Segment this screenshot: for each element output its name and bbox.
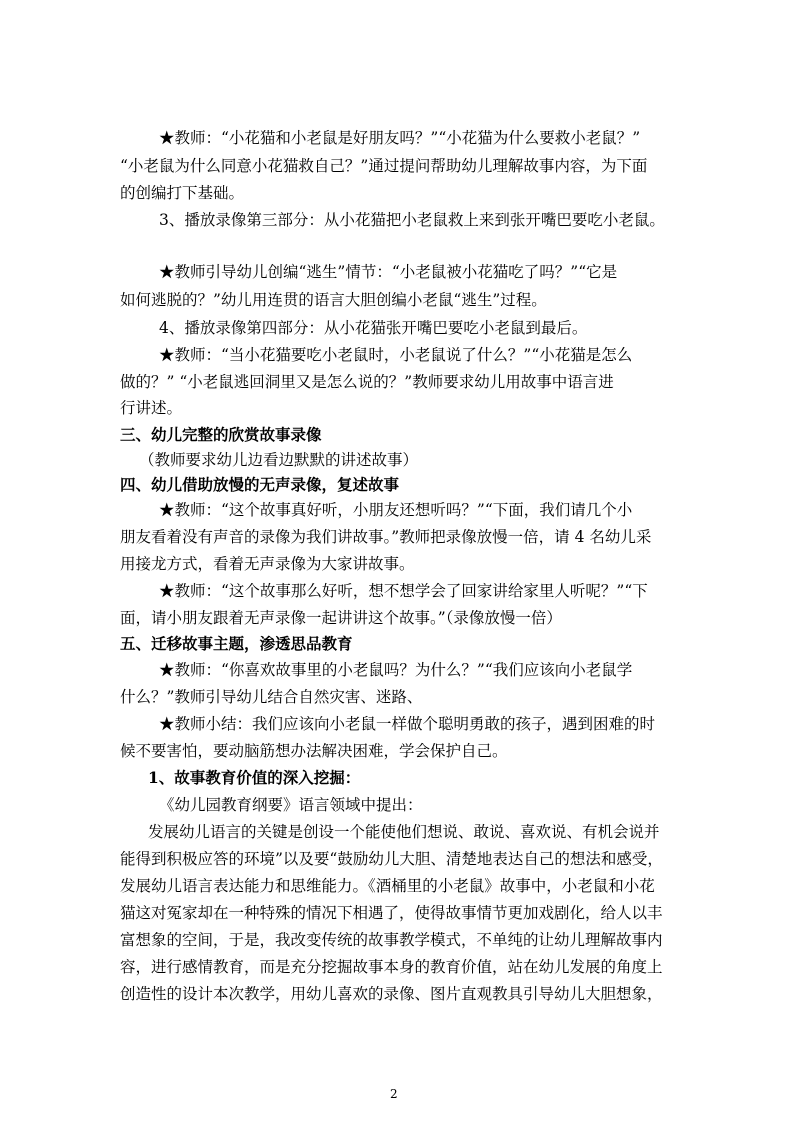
text-line: ★教师：“这个故事那么好听，想不想学会了回家讲给家里人听呢？”“下: [159, 582, 648, 600]
text-line: 用接龙方式，看着无声录像为大家讲故事。: [120, 555, 415, 573]
text-line: （教师要求幼儿边看边默默的讲述故事）: [139, 451, 419, 469]
text-line: 的创编打下基础。: [120, 184, 245, 202]
section-heading: 四、幼儿借助放慢的无声录像，复述故事: [120, 475, 400, 494]
text-line: 发展幼儿语言表达能力和思维能力。《酒桶里的小老鼠》故事中，小老鼠和小花: [120, 877, 655, 895]
text-line: 面，请小朋友跟着无声录像一起讲讲这个故事。”（录像放慢一倍）: [120, 609, 562, 627]
text-line: 能得到积极应答的环境”以及要“鼓励幼儿大胆、清楚地表达自己的想法和感受，: [120, 850, 663, 868]
text-line: ★教师小结：我们应该向小老鼠一样做个聪明勇敢的孩子，遇到困难的时: [159, 715, 656, 733]
page-number: 2: [390, 1087, 398, 1101]
text-line: 猫这对冤家却在一种特殊的情况下相遇了，使得故事情节更加戏剧化，给人以丰: [120, 904, 663, 922]
text-line: 3、播放录像第三部分：从小花猫把小老鼠救上来到张开嘴巴要吃小老鼠。: [159, 211, 665, 229]
text-line: 富想象的空间，于是，我改变传统的故事教学模式，不单纯的让幼儿理解故事内: [120, 931, 663, 949]
text-line: ★教师：“这个故事真好听，小朋友还想听吗？”“下面，我们请几个小: [159, 501, 633, 519]
text-line: ★教师引导幼儿创编“逃生”情节：“小老鼠被小花猫吃了吗？”“它是: [159, 263, 618, 281]
text-line: 创造性的设计本次教学，用幼儿喜欢的录像、图片直观教具引导幼儿大胆想象，: [120, 985, 663, 1003]
section-heading: 三、幼儿完整的欣赏故事录像: [120, 425, 322, 444]
section-heading: 五、迁移故事主题，渗透思品教育: [120, 634, 353, 653]
text-line: 朋友看着没有声音的录像为我们讲故事。”教师把录像放慢一倍，请 4 名幼儿采: [120, 528, 652, 546]
text-line: “小老鼠为什么同意小花猫救自己？”通过提问帮助幼儿理解故事内容，为下面: [120, 157, 648, 175]
text-line: 4、播放录像第四部分：从小花猫张开嘴巴要吃小老鼠到最后。: [159, 319, 588, 337]
text-line: 做的？” “小老鼠逃回洞里又是怎么说的？”教师要求幼儿用故事中语言进: [120, 373, 614, 391]
subsection-heading: 1、故事教育价值的深入挖掘：: [148, 768, 361, 787]
text-line: 候不要害怕，要动脑筋想办法解决困难，学会保护自己。: [120, 742, 508, 760]
text-line: 如何逃脱的？”幼儿用连贯的语言大胆创编小老鼠“逃生”过程。: [120, 291, 547, 309]
text-line: 容，进行感情教育，而是充分挖掘故事本身的教育价值，站在幼儿发展的角度上: [120, 958, 663, 976]
text-line: ★教师：“你喜欢故事里的小老鼠吗？为什么？”“我们应该向小老鼠学: [159, 661, 633, 679]
text-line: ★教师：“小花猫和小老鼠是好朋友吗？”“小花猫为什么要救小老鼠？”: [159, 129, 641, 147]
text-line: 发展幼儿语言的关键是创设一个能使他们想说、敢说、喜欢说、有机会说并: [148, 823, 660, 841]
text-line: 什么？”教师引导幼儿结合自然灾害、迷路、: [120, 688, 423, 706]
text-line: 《幼儿园教育纲要》语言领域中提出：: [159, 796, 423, 814]
text-line: 行讲述。: [120, 399, 183, 417]
text-line: ★教师：“当小花猫要吃小老鼠时，小老鼠说了什么？”“小花猫是怎么: [159, 346, 633, 364]
